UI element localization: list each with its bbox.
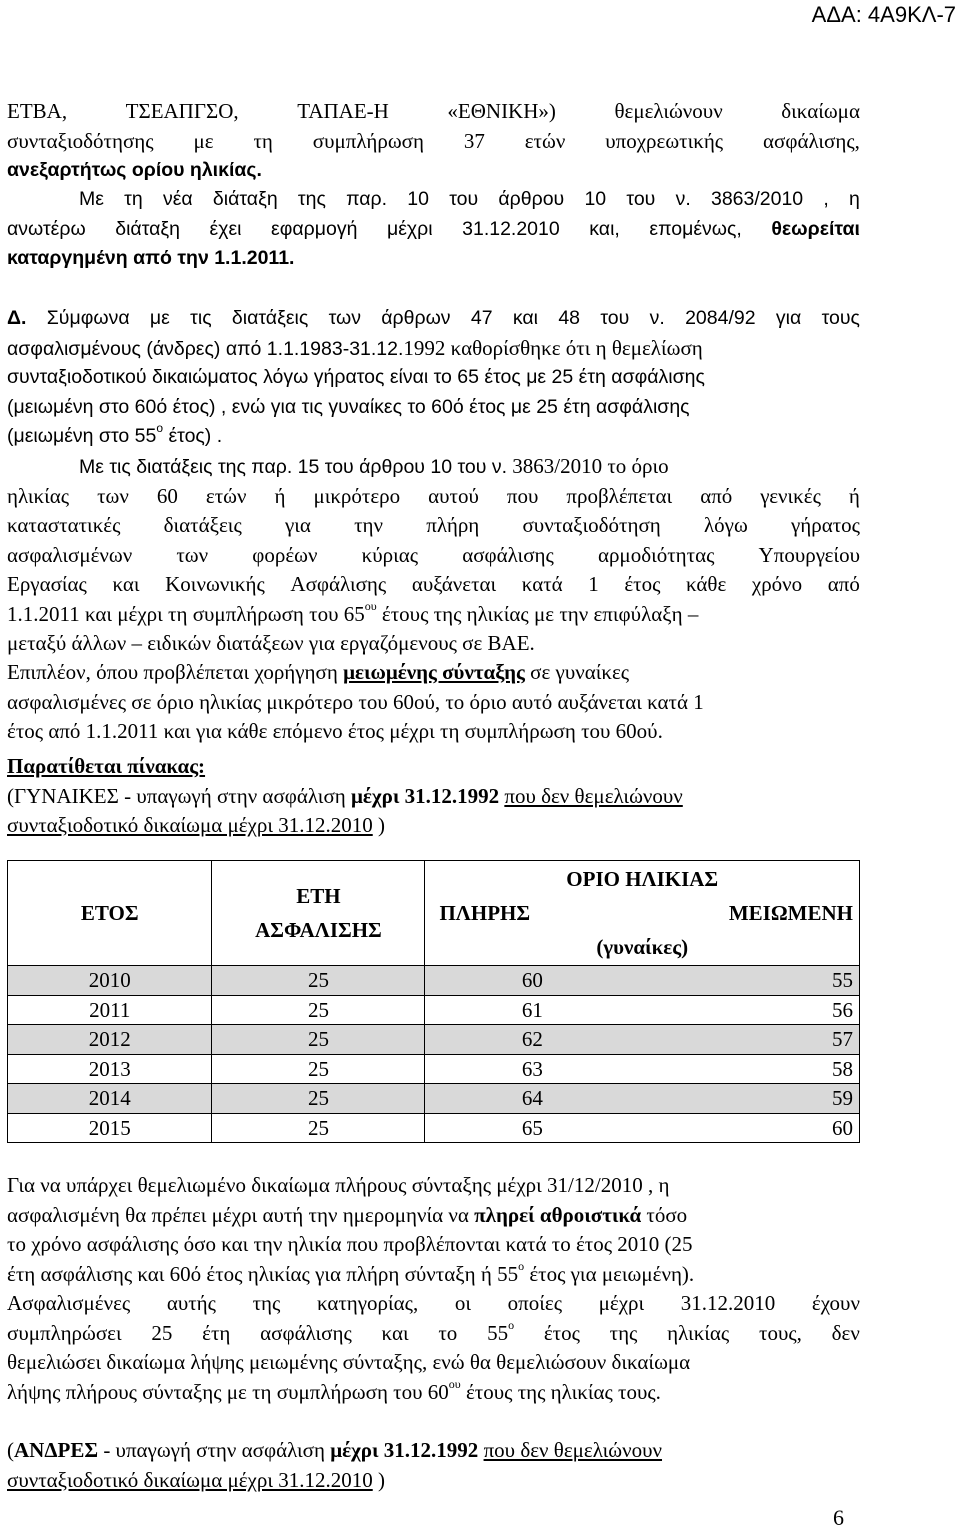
age-limit-cell xyxy=(425,1025,860,1055)
word: 60 xyxy=(156,483,178,508)
word: μέχρι xyxy=(598,1291,645,1315)
word: και, xyxy=(589,217,620,240)
word: και xyxy=(512,307,539,329)
word: τους, xyxy=(759,1320,802,1345)
text-line: συνταξιοδοτικό δικαίωμα μέχρι 31.12.2010 ) xyxy=(7,1467,385,1492)
text-line: (ΑΝΔΡΕΣ - υπαγωγή στην ασφάλιση μέχρι 31.12.1992 που δεν θεμελιώνουν xyxy=(7,1438,663,1462)
word: δικαίωμα xyxy=(781,99,860,123)
word: 37 xyxy=(463,128,485,153)
word xyxy=(487,1319,514,1349)
full-age-cell: 63 xyxy=(521,1056,543,1081)
paragraph-men-1983 xyxy=(7,304,860,452)
word: τις xyxy=(190,307,212,329)
word: λόγω xyxy=(703,513,748,537)
word: των xyxy=(176,542,209,567)
word: 10 xyxy=(407,188,429,210)
word: τη xyxy=(253,128,273,153)
table-row xyxy=(8,1025,860,1055)
text-line xyxy=(7,482,860,512)
reduced-age-cell: 56 xyxy=(832,997,853,1022)
word: 48 xyxy=(558,307,581,329)
text-line: Με τις διατάξεις της παρ. 15 του άρθρου 10 του ν. 3863/2010 το όριο xyxy=(79,454,669,478)
year-cell: 2010 xyxy=(8,966,212,996)
table-intro xyxy=(7,752,860,841)
word: 3863/2010 xyxy=(710,188,804,210)
insurance-years-cell: 25 xyxy=(212,995,425,1025)
text-line: έτος από 1.1.2011 και για κάθε επόμενο έτος μέχρι τη συμπλήρωση του 60ού. xyxy=(7,719,663,743)
header-insurance-years: ΕΤΗ ΑΣΦΑΛΙΣΗΣ xyxy=(212,861,425,966)
word: νέα xyxy=(162,188,193,210)
text-line: έτη ασφάλισης και 60ό έτος ηλικίας για πλήρη σύνταξη ή $55^o$ έτος για μειωμένη). xyxy=(7,1258,695,1286)
word: έτη xyxy=(202,1320,231,1345)
word: έτος xyxy=(624,572,661,596)
table-row xyxy=(8,995,860,1025)
paragraph-funds xyxy=(7,97,860,186)
text-line: συνταξιοδοτικού δικαιώματος λόγω γήρατος είναι το 65 έτος με 25 έτη ασφάλισης xyxy=(7,366,705,388)
insurance-years-cell: 25 xyxy=(212,1084,425,1114)
word: διατάξεις xyxy=(163,513,242,537)
word: για xyxy=(775,307,802,329)
text-line: (μειωμένη στο 60ό έτος) , ενώ για τις γυναίκες το 60ό έτος με 25 έτη ασφάλισης xyxy=(7,395,690,418)
word: οι xyxy=(454,1291,472,1315)
text-line xyxy=(7,97,860,127)
text-line xyxy=(7,215,860,245)
paragraph-age-increase xyxy=(7,452,860,659)
word: ΤΑΠΑΕ-Η xyxy=(297,99,389,123)
text-line: θεμελιώσει δικαίωμα λήψης μειωμένης σύνταξης, ενώ θα θεμελιώσουν δικαίωμα xyxy=(7,1350,691,1374)
word: 31.12.2010 xyxy=(462,217,560,240)
word: 47 xyxy=(470,307,493,329)
word: ετών xyxy=(205,483,247,508)
text-line: Επιπλέον, όπου προβλέπεται χορήγηση μειωμένης σύνταξης σε γυναίκες xyxy=(7,660,630,684)
word: έχει xyxy=(209,217,242,240)
word: το xyxy=(438,1320,458,1345)
text-line: Παρατίθεται πίνακας: xyxy=(7,754,206,778)
word: χρόνο xyxy=(751,572,803,596)
full-age-cell: 61 xyxy=(521,997,543,1022)
text-line xyxy=(7,1319,860,1349)
word: ασφάλισης, xyxy=(763,128,860,153)
section-letter: Δ. xyxy=(7,307,27,329)
word: ασφάλισης xyxy=(462,542,554,567)
word: ή xyxy=(274,483,286,508)
text-line: (ΓΥΝΑΙΚΕΣ - υπαγωγή στην ασφάλιση μέχρι 31.12.1992 που δεν θεμελιώνουν xyxy=(7,783,683,808)
word: επομένως, xyxy=(649,217,742,240)
word: έτος xyxy=(543,1320,580,1345)
table-row xyxy=(8,966,860,996)
word: Με xyxy=(79,188,104,210)
word: έχουν xyxy=(811,1291,860,1315)
word: 10 xyxy=(584,188,607,210)
insurance-years-cell: 25 xyxy=(212,1113,425,1143)
word: καταστατικές xyxy=(7,513,121,537)
word: φορέων xyxy=(252,542,318,567)
word: και xyxy=(112,572,140,596)
word: οποίες xyxy=(507,1291,563,1315)
word: του xyxy=(600,307,630,329)
word: συνταξιοδότησης xyxy=(7,128,154,153)
insurance-years-cell: 25 xyxy=(212,1054,425,1084)
word: θεωρείται xyxy=(771,217,860,240)
word: μέχρι xyxy=(386,217,433,240)
word: 2084/92 xyxy=(685,307,756,329)
word: ν. xyxy=(649,307,665,329)
word: της xyxy=(609,1320,638,1345)
word: άρθρου xyxy=(498,188,565,210)
word: των xyxy=(97,483,129,508)
age-limit-table xyxy=(7,860,860,1143)
word: από xyxy=(700,483,733,508)
word: Υπουργείου xyxy=(758,542,860,567)
text-line: 1.1.2011 και μέχρι τη συμπλήρωση του $65^{o\upsilon}$ έτους της ηλικίας με την επιφύλαξη – xyxy=(7,598,699,626)
word: ετών xyxy=(524,128,566,153)
age-limit-cell xyxy=(425,1113,860,1143)
text-line: μεταξύ άλλων – ειδικών διατάξεων για εργαζόμενους σε ΒΑΕ. xyxy=(7,631,535,655)
word: από xyxy=(827,572,860,596)
insurance-years-cell: 25 xyxy=(212,1025,425,1055)
word: συνταξιοδότηση xyxy=(522,513,661,537)
year-cell: 2013 xyxy=(8,1054,212,1084)
text-line xyxy=(7,570,860,600)
word: και xyxy=(381,1320,409,1345)
word: κατηγορίας, xyxy=(316,1291,419,1315)
word: υποχρεωτικής xyxy=(605,128,724,153)
word: κατά xyxy=(521,572,563,596)
reduced-age-cell: 60 xyxy=(832,1115,853,1140)
page-number: 6 xyxy=(833,1505,844,1530)
text-line xyxy=(7,1289,860,1319)
word: ν. xyxy=(675,188,691,210)
text-line xyxy=(7,541,860,571)
text-line: (μειωμένη στο $55^o$ έτος) . xyxy=(7,420,223,447)
word: παρ. xyxy=(346,188,388,210)
word: Ασφάλισης xyxy=(290,572,387,596)
text-line: συνταξιοδοτικό δικαίωμα μέχρι 31.12.2010 ) xyxy=(7,813,385,837)
year-cell: 2011 xyxy=(8,995,212,1025)
word: ασφάλισης xyxy=(260,1320,352,1345)
word: διάταξη xyxy=(115,217,180,240)
text-line: καταργημένη από την 1.1.2011. xyxy=(7,247,295,269)
word: ηλικίας xyxy=(667,1320,730,1345)
word: εφαρμογή xyxy=(271,217,358,240)
text-line: το χρόνο ασφάλισης όσο και την ηλικία που προβλέπονται κατά το έτος 2010 (25 xyxy=(7,1232,693,1256)
text-line: ανεξαρτήτως ορίου ηλικίας. xyxy=(7,159,262,181)
word: αυτής xyxy=(166,1291,216,1315)
word: η xyxy=(849,188,860,210)
reduced-age-cell: 58 xyxy=(832,1056,853,1081)
word: συμπλήρωση xyxy=(312,128,424,153)
word: , xyxy=(823,188,829,210)
table-header-row xyxy=(8,861,860,966)
word: θεμελιώνουν xyxy=(614,99,723,123)
word: πλήρη xyxy=(426,513,480,537)
word: Εργασίας xyxy=(7,572,87,596)
word: τη xyxy=(124,188,143,210)
insurance-years-cell: 25 xyxy=(212,966,425,996)
word: 31.12.2010 xyxy=(680,1291,776,1315)
word: συμπληρώσει xyxy=(7,1320,122,1345)
age-limit-cell xyxy=(425,1084,860,1114)
paragraph-reduced-pension xyxy=(7,658,860,747)
word: του xyxy=(449,188,479,210)
header-year: ΕΤΟΣ xyxy=(8,861,212,966)
table-row xyxy=(8,1084,860,1114)
men-section xyxy=(7,1436,860,1495)
word: ηλικίας xyxy=(7,483,70,508)
text-line xyxy=(7,185,860,215)
word: των xyxy=(328,307,361,329)
word: διάταξη xyxy=(212,188,278,210)
year-cell: 2015 xyxy=(8,1113,212,1143)
paragraph-new-provision xyxy=(7,185,860,274)
word: τους xyxy=(821,307,860,329)
word: την xyxy=(354,513,384,537)
year-cell: 2012 xyxy=(8,1025,212,1055)
word: κύριας xyxy=(361,542,419,567)
word: ή xyxy=(848,483,860,508)
word: κάθε xyxy=(686,572,727,596)
word: γενικές xyxy=(760,483,821,508)
age-limit-cell xyxy=(425,1054,860,1084)
table-row xyxy=(8,1113,860,1143)
word: προβλέπεται xyxy=(566,483,673,508)
word: της xyxy=(252,1291,281,1315)
word: 55 xyxy=(487,1320,509,1345)
full-age-cell: 62 xyxy=(521,1027,543,1052)
word: αυτού xyxy=(428,483,479,508)
text-line xyxy=(7,511,860,541)
word: άρθρων xyxy=(381,307,451,329)
word: με xyxy=(149,307,170,329)
word: ΕΤΒΑ, xyxy=(7,99,68,123)
reduced-age-cell: 55 xyxy=(832,968,853,993)
word: γήρατος xyxy=(790,513,860,537)
year-cell: 2014 xyxy=(8,1084,212,1114)
word: διατάξεις xyxy=(231,307,309,329)
word: της xyxy=(297,188,326,210)
text-line: ασφαλισμένες σε όριο ηλικίας μικρότερο του 60ού, το όριο αυτό αυξάνεται κατά 1 xyxy=(7,689,704,714)
word: Σύμφωνα xyxy=(46,307,130,329)
word: ασφαλισμένων xyxy=(7,542,133,567)
age-limit-cell xyxy=(425,995,860,1025)
word: μικρότερο xyxy=(313,483,401,508)
word: ΤΣΕΑΠΓΣΟ, xyxy=(125,99,239,123)
text-line xyxy=(7,304,860,334)
word: «ΕΘΝΙΚΗ») xyxy=(447,99,556,123)
word: με xyxy=(193,128,214,153)
paragraph-full-pension xyxy=(7,1171,860,1407)
word: δεν xyxy=(831,1320,860,1345)
text-line: ασφαλισμένη θα πρέπει μέχρι αυτή την ημερομηνία να πληρεί αθροιστικά τόσο xyxy=(7,1202,688,1227)
table-row xyxy=(8,1054,860,1084)
reduced-age-cell: 57 xyxy=(832,1027,853,1052)
word: 25 xyxy=(151,1320,173,1345)
word: του xyxy=(626,188,656,210)
word: αρμοδιότητας xyxy=(597,542,715,567)
word: αυξάνεται xyxy=(411,572,497,596)
word: που xyxy=(506,483,539,508)
superscript: ο xyxy=(508,1317,515,1332)
word: Ασφαλισμένες xyxy=(7,1291,131,1315)
text-line: λήψης πλήρους σύνταξης με τη συμπλήρωση του $60^{o\upsilon}$ έτους της ηλικίας τους. xyxy=(7,1376,661,1404)
full-age-cell: 60 xyxy=(521,968,543,993)
word: Κοινωνικής xyxy=(165,572,265,596)
text-line: Για να υπάρχει θεμελιωμένο δικαίωμα πλήρους σύνταξης μέχρι 31/12/2010 , η xyxy=(7,1173,670,1197)
header-age-limit: ΟΡΙΟ ΗΛΙΚΙΑΣ ΠΛΗΡΗΣ ΜΕΙΩΜΕΝΗ (γυναίκες) xyxy=(425,861,860,966)
full-age-cell: 64 xyxy=(521,1086,543,1111)
text-line: ασφαλισμένους (άνδρες) από 1.1.1983-31.12.1992 καθορίσθηκε ότι η θεμελίωση xyxy=(7,335,703,360)
full-age-cell: 65 xyxy=(521,1115,543,1140)
age-limit-cell xyxy=(425,966,860,996)
word: 1 xyxy=(588,572,599,596)
reduced-age-cell: 59 xyxy=(832,1086,853,1111)
word: για xyxy=(284,513,311,537)
text-line xyxy=(7,127,860,157)
word: ανωτέρω xyxy=(7,217,86,240)
ada-code-header: ΑΔΑ: 4Α9ΚΛ-7 xyxy=(811,2,956,27)
